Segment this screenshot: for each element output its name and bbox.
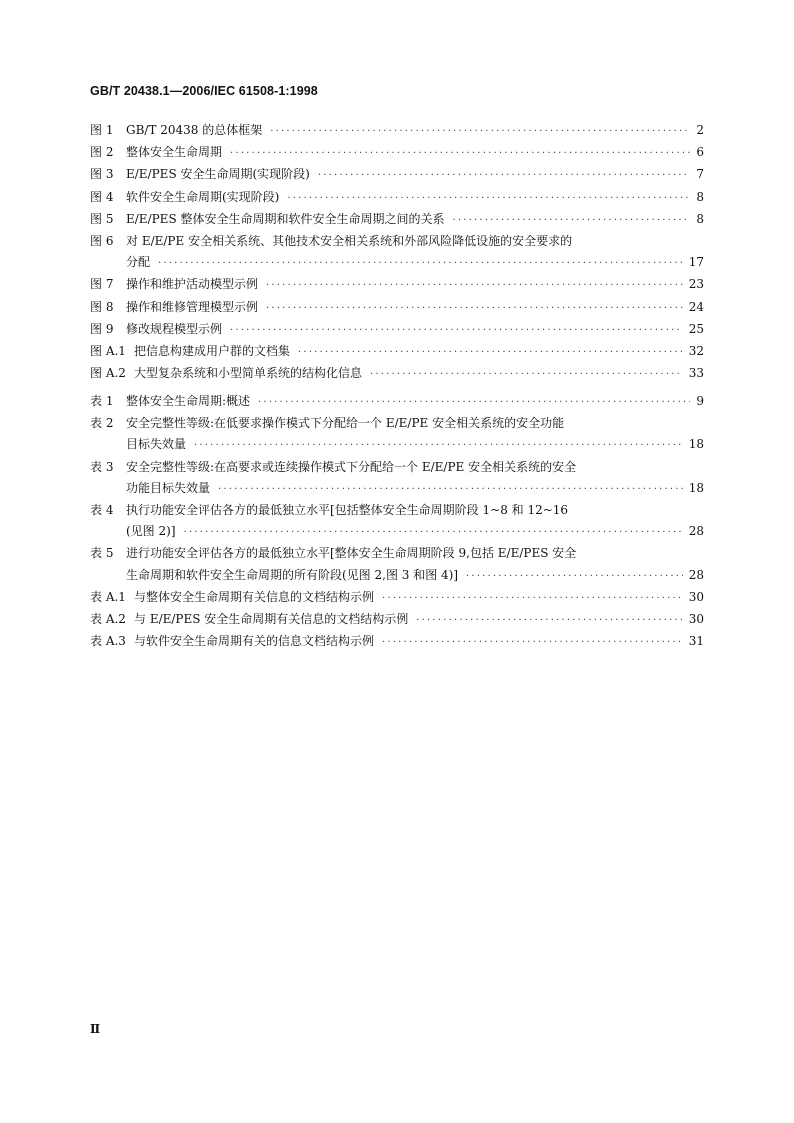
toc-entry-figure-6[interactable] [90,231,704,274]
entry-label: 表 A.2 [90,612,126,627]
toc-entry-figure-5[interactable] [90,209,704,231]
dot-leader [298,342,683,363]
entry-title: 整体安全生命周期:概述 [126,394,251,408]
toc-entry-table-4[interactable] [90,500,704,543]
dot-leader [416,610,682,631]
entry-page-number: 30 [688,612,704,627]
entry-page-number: 2 [696,123,704,137]
entry-title: 整体安全生命周期 [126,145,223,160]
entry-label: 图 2 [90,145,114,160]
entry-title: E/E/PES 安全生命周期(实现阶段) [126,167,310,182]
entry-title: 执行功能安全评估各方的最低独立水平[包括整体安全生命周期阶段 1~8 和 12~16 [126,503,569,518]
entry-label: 图 A.2 [90,366,126,381]
toc-entry-figure-9[interactable] [90,319,704,341]
entry-title: E/E/PES 整体安全生命周期和软件安全生命周期之间的关系 [126,211,445,226]
dot-leader [318,165,690,186]
dot-leader [382,588,683,609]
entry-label: 图 9 [90,321,114,336]
entry-title: 操作和维护活动模型示例 [126,277,259,292]
entry-label: 图 1 [90,123,114,137]
dot-leader [158,253,683,274]
dot-leader [184,522,683,543]
toc-entry-figure-7[interactable] [90,274,704,296]
entry-title: 修改规程模型示例 [126,321,223,336]
entry-label: 表 4 [90,503,114,518]
entry-page-number: 18 [688,437,704,452]
entry-title-continued: 功能目标失效量 [126,480,211,495]
entry-page-number: 33 [688,366,704,381]
entry-page-number: 30 [688,589,704,604]
entry-title-continued: 目标失效量 [126,437,187,452]
toc-entry-table-a3[interactable] [90,631,704,653]
entry-page-number: 8 [696,211,704,226]
toc-entry-table-2[interactable] [90,413,704,456]
entry-title: 安全完整性等级:在高要求或连续操作模式下分配给一个 E/E/PE 安全相关系统的安全 [126,459,577,474]
entry-page-number: 25 [688,321,704,336]
toc-entry-table-a1[interactable] [90,587,704,609]
entry-page-number: 32 [688,344,704,359]
entry-title-continued: 分配 [126,255,151,270]
entry-label: 图 5 [90,211,114,226]
dot-leader [266,298,683,319]
dot-leader [287,188,690,209]
entry-page-number: 17 [688,255,704,270]
dot-leader [370,364,683,385]
dot-leader [270,121,690,142]
entry-title-continued: (见图 2)] [126,524,176,539]
entry-page-number: 9 [696,394,704,408]
entry-title-continued: 生命周期和软件安全生命周期的所有阶段(见图 2,图 3 和图 4)] [126,567,459,582]
entry-page-number: 18 [688,480,704,495]
dot-leader [230,143,690,164]
entry-label: 图 6 [90,234,114,249]
standard-code-header: GB/T 20438.1—2006/IEC 61508-1:1998 [90,84,318,98]
dot-leader [218,479,683,500]
entry-label: 图 4 [90,189,114,204]
entry-page-number: 28 [688,524,704,539]
entry-title: 软件安全生命周期(实现阶段) [126,189,280,204]
entry-label: 图 A.1 [90,344,126,359]
entry-page-number: 31 [688,634,704,649]
entry-title: 操作和维修管理模型示例 [126,299,259,314]
entry-label: 图 7 [90,277,114,292]
toc-entry-figure-a2[interactable] [90,363,704,385]
entry-title: 把信息构建成用户群的文档集 [134,344,291,359]
entry-label: 图 8 [90,299,114,314]
entry-title: 大型复杂系统和小型简单系统的结构化信息 [134,366,363,381]
dot-leader [194,435,683,456]
entry-label: 表 5 [90,546,114,561]
entry-label: 表 A.3 [90,634,126,649]
entry-label: 图 3 [90,167,114,182]
entry-page-number: 23 [688,277,704,292]
entry-title: 对 E/E/PE 安全相关系统、其他技术安全相关系统和外部风险降低设施的安全要求的 [126,234,573,249]
entry-page-number: 6 [696,145,704,160]
toc-entry-table-1[interactable] [90,391,704,413]
toc-entry-figure-a1[interactable] [90,341,704,363]
entry-title: 进行功能安全评估各方的最低独立水平[整体安全生命周期阶段 9,包括 E/E/PES 安全 [126,546,577,561]
table-list [90,391,704,653]
toc-entry-figure-1[interactable] [90,120,704,142]
entry-label: 表 2 [90,416,114,431]
dot-leader [452,210,690,231]
entry-label: 表 1 [90,394,114,408]
toc-entry-figure-8[interactable] [90,297,704,319]
toc-entry-table-a2[interactable] [90,609,704,631]
entry-page-number: 24 [688,299,704,314]
toc-entry-figure-4[interactable] [90,187,704,209]
dot-leader [382,632,683,653]
dot-leader [258,392,690,413]
entry-title: GB/T 20438 的总体框架 [126,123,263,137]
entry-title: 安全完整性等级:在低要求操作模式下分配给一个 E/E/PE 安全相关系统的安全功能 [126,416,565,431]
entry-title: 与软件安全生命周期有关的信息文档结构示例 [134,634,375,649]
toc-entry-figure-2[interactable] [90,142,704,164]
dot-leader [466,566,683,587]
page-number: Ⅱ [90,1022,101,1036]
toc-entry-table-3[interactable] [90,457,704,500]
dot-leader [230,320,683,341]
toc-entry-table-5[interactable] [90,543,704,586]
figure-list [90,120,704,385]
entry-label: 表 A.1 [90,589,126,604]
entry-label: 表 3 [90,459,114,474]
toc-entry-figure-3[interactable] [90,164,704,186]
entry-page-number: 8 [696,189,704,204]
entry-title: 与 E/E/PES 安全生命周期有关信息的文档结构示例 [134,612,409,627]
entry-page-number: 28 [688,567,704,582]
dot-leader [266,275,683,296]
entry-title: 与整体安全生命周期有关信息的文档结构示例 [134,589,375,604]
entry-page-number: 7 [696,167,704,182]
